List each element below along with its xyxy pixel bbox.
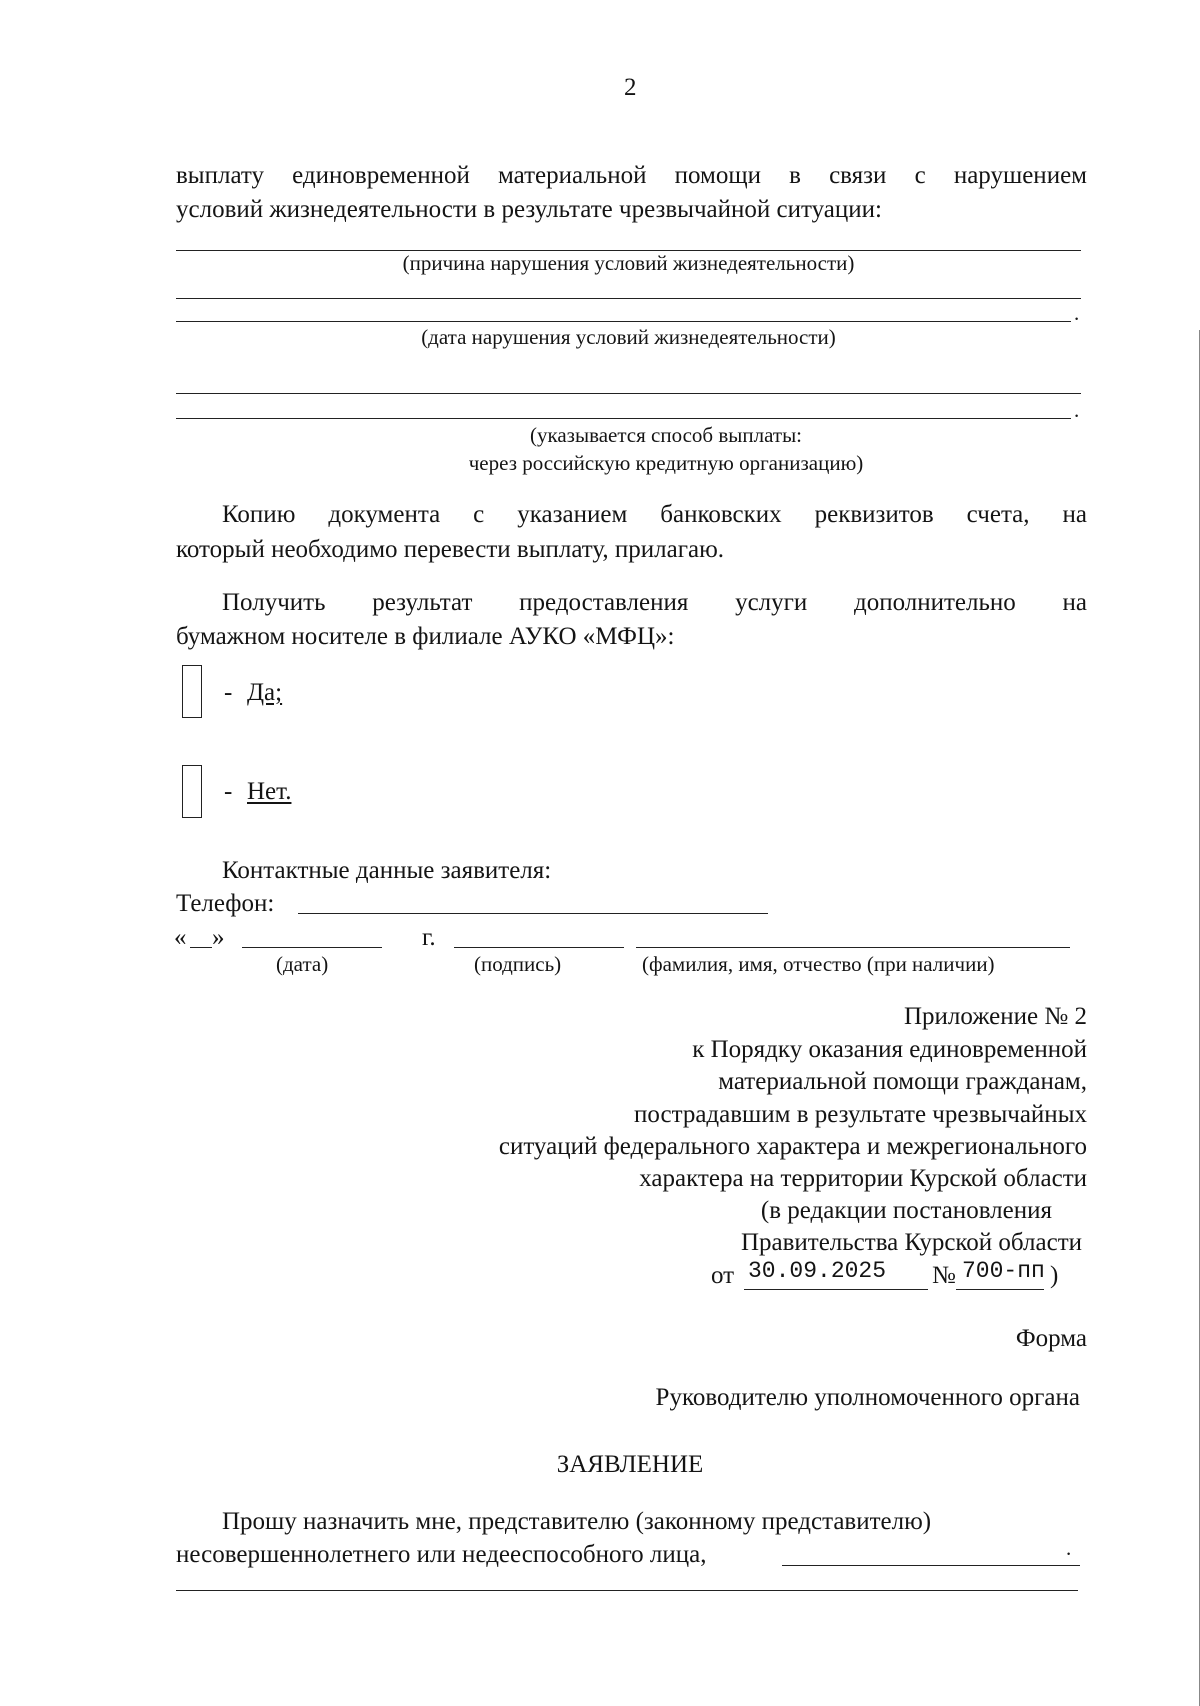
appendix-date-line <box>744 1289 928 1290</box>
appendix-line-6: (в редакции постановления <box>760 1197 1052 1224</box>
yes-checkbox[interactable] <box>182 665 202 718</box>
no-checkbox[interactable] <box>182 765 202 818</box>
full-name-caption: (фамилия, имя, отчество (при наличии) <box>642 952 995 976</box>
year-suffix: г. <box>422 924 436 951</box>
payment-caption-1: (указывается способ выплаты: <box>529 423 803 447</box>
form-label: Форма <box>1015 1325 1087 1352</box>
appendix-line-7: Правительства Курской области <box>740 1229 1082 1256</box>
day-field-line[interactable] <box>190 947 212 948</box>
appendix-line-1: к Порядку оказания единовременной <box>692 1036 1087 1063</box>
request-field-line-1[interactable] <box>782 1565 1080 1566</box>
yes-option-label: Да; <box>247 679 283 706</box>
application-title: ЗАЯВЛЕНИЕ <box>556 1451 704 1478</box>
appendix-number-label: № <box>932 1262 956 1289</box>
payment-caption-2: через российскую кредитную организацию) <box>468 451 864 475</box>
page-number: 2 <box>624 74 637 101</box>
quote-open: « <box>174 924 187 951</box>
full-name-field-line[interactable] <box>636 947 1070 948</box>
period-mark: . <box>1074 301 1080 325</box>
signature-field-line[interactable] <box>454 947 624 948</box>
payment-field-line-2[interactable] <box>176 418 1071 419</box>
phone-label: Телефон: <box>176 890 275 917</box>
quote-close: » <box>212 924 225 951</box>
month-field-line[interactable] <box>242 947 382 948</box>
phone-field-line[interactable] <box>298 913 768 914</box>
no-dash: - <box>224 778 233 805</box>
appendix-from-label: от <box>711 1262 735 1289</box>
appendix-number: 700-пп <box>962 1258 1045 1284</box>
reason-caption: (причина нарушения условий жизнедеятельности) <box>402 251 855 275</box>
date-field-line-2[interactable] <box>176 321 1071 322</box>
appendix-line-4: ситуаций федерального характера и межрегионального <box>498 1133 1087 1160</box>
appendix-date: 30.09.2025 <box>748 1258 887 1284</box>
date-caption: (дата нарушения условий жизнедеятельности) <box>421 325 836 349</box>
payment-field-line-1[interactable] <box>176 393 1081 394</box>
bank-copy-line-2: который необходимо перевести выплату, прилагаю. <box>176 536 725 563</box>
request-field-line-2[interactable] <box>176 1590 1078 1591</box>
date-field-line-1[interactable] <box>176 298 1081 299</box>
appendix-line-2: материальной помощи гражданам, <box>718 1068 1087 1095</box>
no-option-label: Нет. <box>247 778 292 805</box>
appendix-close-paren: ) <box>1050 1262 1059 1289</box>
period-mark: . <box>1066 1536 1072 1560</box>
intro-line-1: выплату единовременной материальной помощи в связи с нарушением <box>176 162 1087 189</box>
period-mark: . <box>1074 398 1080 422</box>
paper-result-line-1: Получить результат предоставления услуги дополнительно на <box>222 589 1087 616</box>
signature-caption: (подпись) <box>474 952 562 976</box>
intro-line-2: условий жизнедеятельности в результате чрезвычайной ситуации: <box>176 196 882 223</box>
yes-dash: - <box>224 679 233 706</box>
bank-copy-line-1: Копию документа с указанием банковских реквизитов счета, на <box>222 501 1087 528</box>
appendix-line-3: пострадавшим в результате чрезвычайных <box>633 1101 1087 1128</box>
addressee: Руководителю уполномоченного органа <box>655 1384 1080 1411</box>
request-line-2: несовершеннолетнего или недееспособного лица, <box>176 1541 707 1568</box>
request-line-1: Прошу назначить мне, представителю (законному представителю) <box>222 1508 932 1535</box>
appendix-title: Приложение № 2 <box>903 1003 1087 1030</box>
appendix-line-5: характера на территории Курской области <box>639 1165 1087 1192</box>
date-caption-small: (дата) <box>276 952 329 976</box>
contacts-heading: Контактные данные заявителя: <box>222 857 552 884</box>
appendix-number-line <box>956 1289 1044 1290</box>
paper-result-line-2: бумажном носителе в филиале АУКО «МФЦ»: <box>176 623 675 650</box>
